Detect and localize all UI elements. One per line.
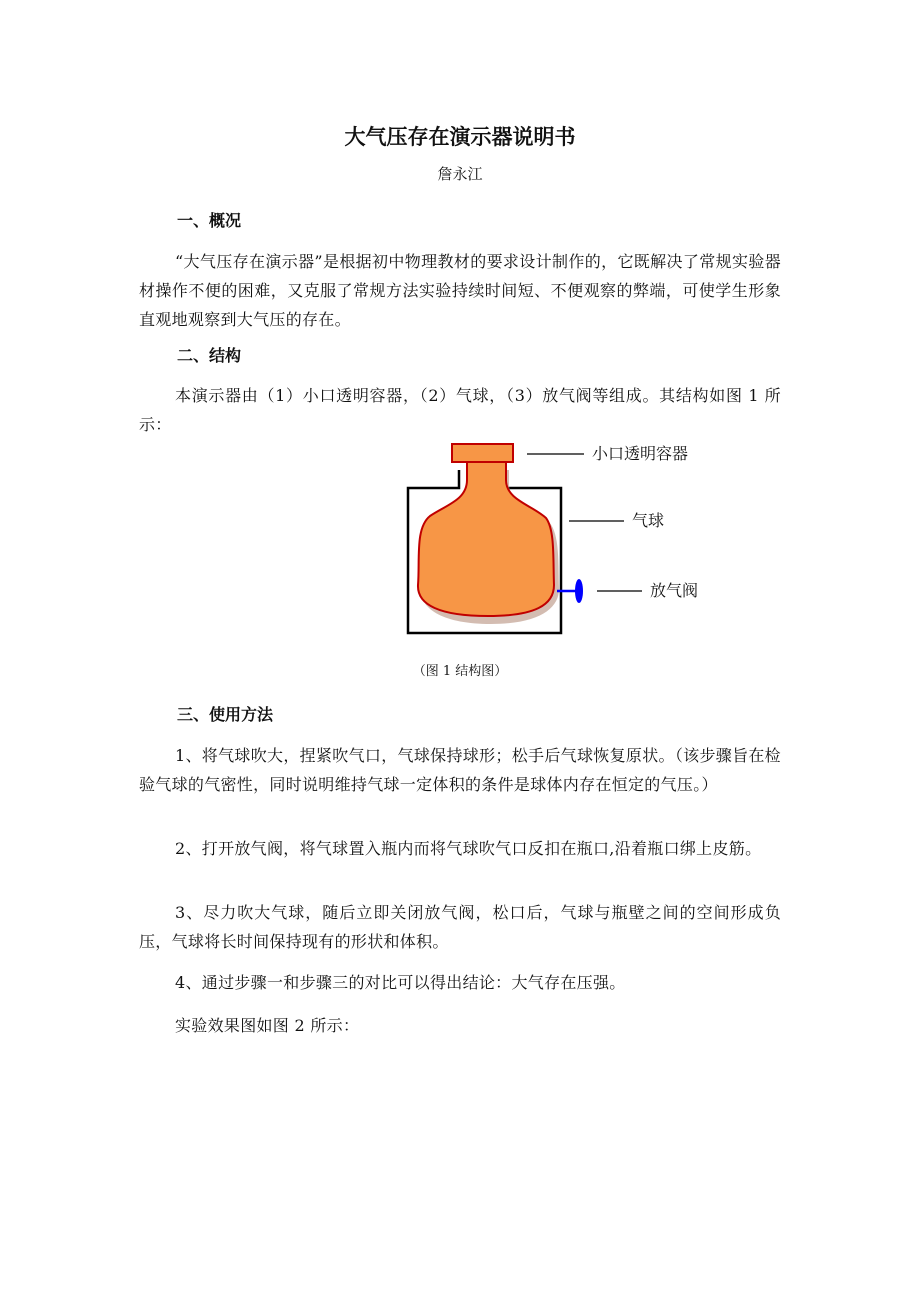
valve-knob — [575, 579, 583, 603]
usage-step-2: 2、打开放气阀，将气球置入瓶内而将气球吹气口反扣在瓶口,沿着瓶口绑上皮筋。 — [175, 839, 762, 858]
balloon — [418, 462, 554, 616]
section-heading-usage: 三、使用方法 — [177, 705, 274, 724]
usage-step-1: 1、将气球吹大，捏紧吹气口，气球保持球形；松手后气球恢复原状。（该步骤旨在检验气球的气密性，同时说明维持气球一定体积的条件是球体内存在恒定的气压。） — [139, 746, 781, 794]
structure-paragraph: 本演示器由（1）小口透明容器，（2）气球，（3）放气阀等组成。其结构如图 1 所示： — [139, 386, 781, 434]
document-title: 大气压存在演示器说明书 — [344, 125, 576, 149]
label-valve: 放气阀 — [650, 581, 699, 600]
overview-paragraph: “大气压存在演示器”是根据初中物理教材的要求设计制作的，它既解决了常规实验器材操作不便的困难，又克服了常规方法实验持续时间短、不便观察的弊端，可使学生形象直观地观察到大气压的存在。 — [139, 252, 781, 329]
usage-step-4: 4、通过步骤一和步骤三的对比可以得出结论：大气存在压强。 — [175, 973, 626, 992]
document-author: 詹永江 — [437, 165, 483, 183]
figure-caption: （图 1 结构图） — [412, 664, 508, 679]
usage-step-3: 3、尽力吹大气球，随后立即关闭放气阀，松口后，气球与瓶壁之间的空间形成负压，气球将长时间保持现有的形状和体积。 — [139, 903, 781, 951]
section-heading-overview: 一、概况 — [177, 211, 242, 230]
label-container: 小口透明容器 — [592, 444, 689, 463]
balloon-shadow — [421, 470, 559, 624]
balloon-cap — [452, 444, 513, 462]
section-heading-structure: 二、结构 — [177, 346, 242, 365]
closing-paragraph: 实验效果图如图 2 所示： — [175, 1016, 360, 1035]
container-outline — [408, 470, 561, 633]
label-balloon: 气球 — [632, 511, 665, 530]
